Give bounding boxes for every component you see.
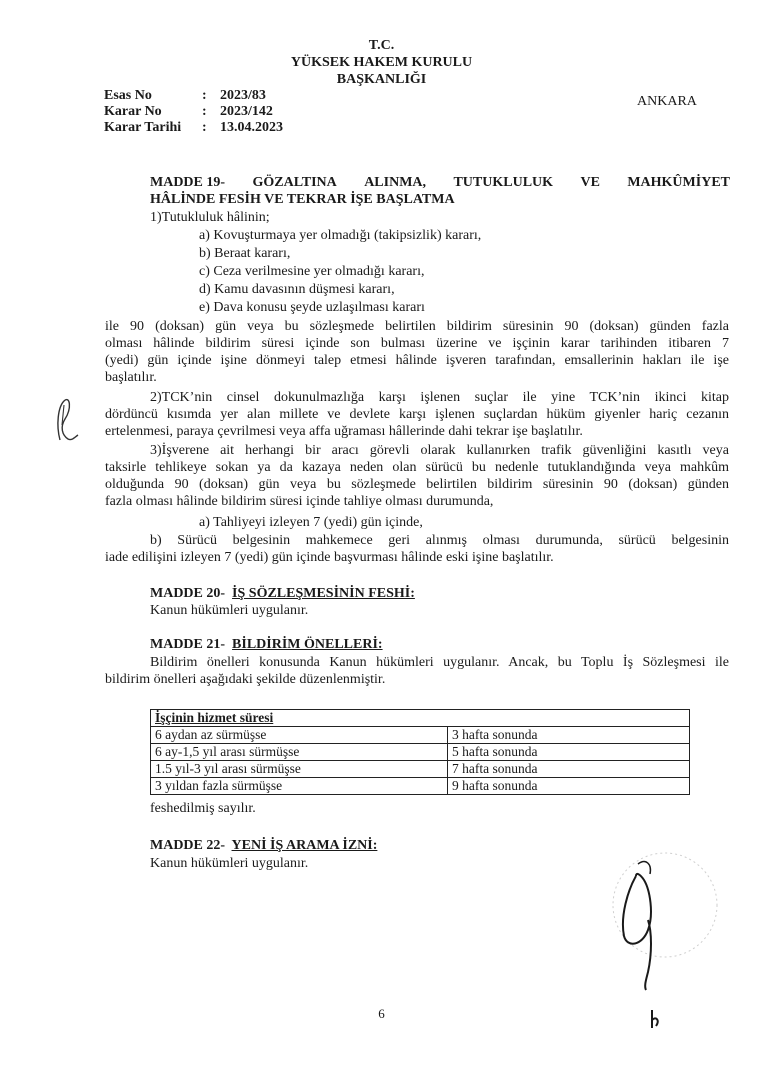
meta-sep: : xyxy=(202,88,207,103)
madde-heading: BİLDİRİM ÖNELLERİ: xyxy=(232,637,383,652)
margin-initial-signature xyxy=(50,395,80,445)
madde-19-p3-a: a) Tahliyeyi izleyen 7 (yedi) gün içinde, xyxy=(199,515,423,530)
text-line: 3)İşverene ait herhangi bir aracı görevli olarak kullanırken trafik güvenliğini kasıtlı veya xyxy=(150,443,729,458)
text-line: (yedi) gün içinde işine dönmeyi talep etmesi hâlinde işveren tarafından, emsallerinin hakları ile işe xyxy=(105,353,729,368)
header-institution: YÜKSEK HAKEM KURULU xyxy=(290,55,473,70)
madde-prefix: MADDE 21- xyxy=(150,637,226,652)
title-word: ALINMA, xyxy=(364,175,427,190)
table-row xyxy=(151,761,690,778)
duration-cell: 1.5 yıl-3 yıl arası sürmüşse xyxy=(151,761,448,778)
duration-cell: 6 aydan az sürmüşse xyxy=(151,727,448,744)
table-row xyxy=(151,727,690,744)
table-header-row xyxy=(151,710,690,727)
meta-value: 2023/142 xyxy=(220,104,273,119)
text-line: bildirim önelleri aşağıdaki şekilde düzenlenmiştir. xyxy=(105,672,386,687)
case-meta xyxy=(104,88,283,136)
list-item: c) Ceza verilmesine yer olmadığı kararı, xyxy=(199,264,425,279)
madde-prefix: MADDE 20- xyxy=(150,586,226,601)
meta-row-tarih xyxy=(104,120,283,136)
text-line: 2)TCK’nin cinsel dokunulmazlığa karşı işlenen suçlar ile yine TCK’nin ikinci kitap xyxy=(150,390,729,405)
text-line: olduğunda 90 (doksan) gün veya bu sözleşmede belirtilen bildirim süresinin 90 (doksan) günden xyxy=(105,477,729,492)
text-line: taksirle tehlikeye sokan ya da kazaya neden olan sürücü bu nedenle tutuklandığında veya mahkûm xyxy=(105,460,729,475)
signature xyxy=(600,850,730,1040)
madde-19-p1-rest xyxy=(105,318,729,386)
madde-heading: YENİ İŞ ARAMA İZNİ: xyxy=(231,838,378,853)
list-item: b) Beraat kararı, xyxy=(199,246,291,261)
list-item: d) Kamu davasının düşmesi kararı, xyxy=(199,282,395,297)
madde-20-title xyxy=(150,585,415,602)
text-line: Bildirim önelleri konusunda Kanun hükümleri uygulanır. Ancak, bu Toplu İş Sözleşmesi ile xyxy=(150,655,729,670)
madde-heading: İŞ SÖZLEŞMESİNİN FESHİ: xyxy=(232,586,415,601)
madde-prefix: MADDE 22- xyxy=(150,838,226,853)
meta-label: Esas No xyxy=(104,88,152,103)
madde-21-text xyxy=(105,654,729,688)
meta-sep: : xyxy=(202,120,207,135)
madde-19-p1-intro: 1)Tutukluluk hâlinin; xyxy=(150,210,270,225)
meta-sep: : xyxy=(202,104,207,119)
duration-cell: 3 yıldan fazla sürmüşse xyxy=(151,778,448,795)
madde-21-after: feshedilmiş sayılır. xyxy=(150,801,256,816)
madde-20-text: Kanun hükümleri uygulanır. xyxy=(150,603,309,618)
meta-value: 2023/83 xyxy=(220,88,266,103)
text-line: dördüncü kısımda yer alan millete ve devlete karşı işlenen suçlardan hüküm giyenler hariç cezanın xyxy=(105,407,729,422)
title-word: TUTUKLULUK xyxy=(453,175,554,190)
title-word: MADDE 19- xyxy=(150,175,226,190)
text-line: b) Sürücü belgesinin mahkemece geri alınmış olması durumunda, sürücü belgesinin xyxy=(150,533,729,548)
madde-19-p3 xyxy=(105,442,729,510)
madde-19-p2 xyxy=(105,389,729,440)
header-tc: T.C. xyxy=(368,38,395,53)
duration-cell: 6 ay-1,5 yıl arası sürmüşse xyxy=(151,744,448,761)
madde-21-title xyxy=(150,636,383,653)
table-row xyxy=(151,744,690,761)
text-line: ertelenmesi, paraya çevrilmesi veya affa uğraması hâllerinde dahi tekrar işe başlatılır. xyxy=(105,424,583,439)
header-presidency: BAŞKANLIĞI xyxy=(336,72,427,87)
meta-value: 13.04.2023 xyxy=(220,120,283,135)
madde-19-title-line2: HÂLİNDE FESİH VE TEKRAR İŞE BAŞLATMA xyxy=(150,192,455,207)
meta-row-karar xyxy=(104,104,283,120)
notice-cell: 9 hafta sonunda xyxy=(448,778,690,795)
list-item: e) Dava konusu şeyde uzlaşılması kararı xyxy=(199,300,425,315)
page-number: 6 xyxy=(378,1006,385,1021)
madde-22-title xyxy=(150,837,377,854)
table-row xyxy=(151,778,690,795)
madde-19-title xyxy=(150,174,730,208)
meta-row-esas xyxy=(104,88,283,104)
meta-label: Karar Tarihi xyxy=(104,120,182,135)
title-word: GÖZALTINA xyxy=(252,175,337,190)
notice-cell: 3 hafta sonunda xyxy=(448,727,690,744)
notice-cell: 7 hafta sonunda xyxy=(448,761,690,778)
madde-19-title-line1 xyxy=(150,174,730,191)
madde-19-p3-b xyxy=(105,532,729,566)
text-line: iade edilişini izleyen 7 (yedi) gün içinde başvurması hâlinde eski işine başlatılır. xyxy=(105,550,554,565)
text-line: başlatılır. xyxy=(105,370,157,385)
text-line: fazla olması hâlinde bildirim süresi içinde tahliye olması durumunda, xyxy=(105,494,494,509)
meta-label: Karar No xyxy=(104,104,162,119)
text-line: ile 90 (doksan) gün veya bu sözleşmede belirtilen bildirim süresinin 90 (doksan) günden fazla xyxy=(105,319,729,334)
madde-19-p1-list xyxy=(199,227,481,317)
table-header: İşçinin hizmet süresi xyxy=(151,710,690,727)
title-word: MAHKÛMİYET xyxy=(627,175,730,190)
text-line: olması hâlinde bildirim süresi içinde son bulması üzerine ve işçinin karar tarihinden itibaren 7 xyxy=(105,336,729,351)
madde-22-text: Kanun hükümleri uygulanır. xyxy=(150,856,309,871)
location: ANKARA xyxy=(637,94,697,109)
list-item: a) Kovuşturmaya yer olmadığı (takipsizlik) kararı, xyxy=(199,228,482,243)
notice-cell: 5 hafta sonunda xyxy=(448,744,690,761)
notice-period-table xyxy=(150,709,690,795)
title-word: VE xyxy=(580,175,600,190)
